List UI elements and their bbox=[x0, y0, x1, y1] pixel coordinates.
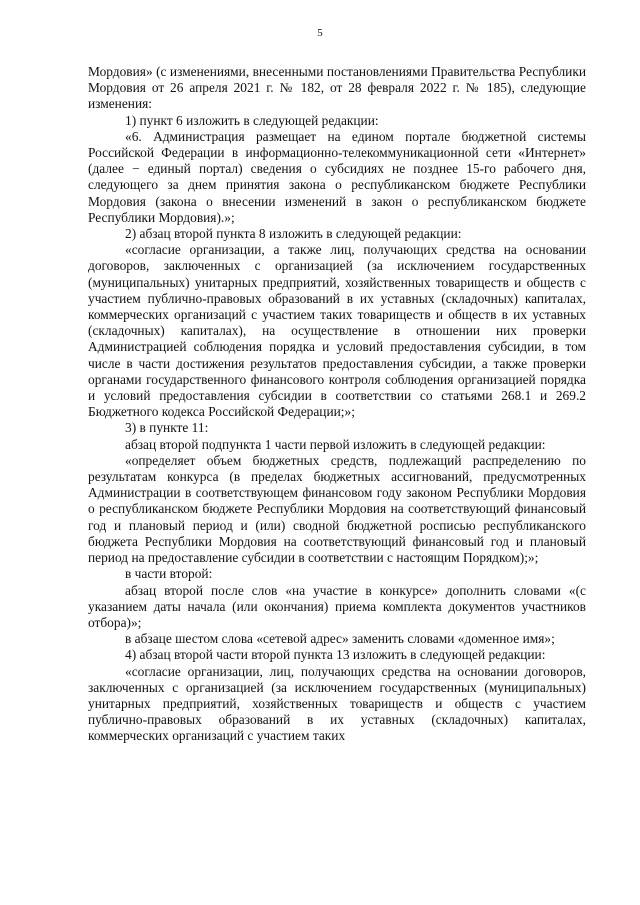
paragraph-subitem: абзац второй подпункта 1 части первой изложить в следующей редакции: bbox=[125, 436, 546, 452]
paragraph-quote-consent: «согласие организации, а также лиц, получающих средства на основании договоров, заключенных с организацией (за исключением государственных (муниципальных) унитарных предприятий, хозяйственных товариществ и обществ с участием публично-правовых образований в их уставных (складочных) капиталах, коммерческих организаций с участием таких товариществ и обществ в их уставных (складочных) капиталах), на осуществление в отношении них проверки Администрацией соблюдения порядка и условий предоставления субсидии, в том числе в части достижения результатов предоставления субсидии, а также проверки органами государственного финансового контроля соблюдения организацией порядка и условий предоставления субсидии в соответствии со статьями 268.1 и 269.2 Бюджетного кодекса Российской Федерации;»; bbox=[88, 242, 586, 420]
paragraph-intro: Мордовия» (с изменениями, внесенными постановлениями Правительства Республики Мордовия от 26 апреля 2021 г. № 182, от 28 февраля 2022 г. № 185), следующие изменения: bbox=[88, 64, 586, 112]
paragraph-item-3: 3) в пункте 11: bbox=[125, 420, 209, 436]
paragraph-part-two: в части второй: bbox=[125, 566, 213, 582]
paragraph-amend-second: абзац второй после слов «на участие в конкурсе» дополнить словами «(с указанием даты начала (или окончания) приема комплекта документов участников отбора)»; bbox=[88, 582, 586, 630]
paragraph-quote-consent-2: «согласие организации, лиц, получающих средства на основании договоров, заключенных с организацией (за исключением государственных (муниципальных) унитарных предприятий, хозяйственных товариществ и обществ с участием публично-правовых образований в их уставных (складочных) капиталах, коммерческих организаций с участием таких bbox=[88, 663, 586, 744]
page-number: 5 bbox=[317, 27, 323, 39]
paragraph-amend-sixth: в абзаце шестом слова «сетевой адрес» заменить словами «доменное имя»; bbox=[125, 631, 555, 647]
paragraph-item-4: 4) абзац второй части второй пункта 13 изложить в следующей редакции: bbox=[125, 647, 546, 663]
document-body bbox=[88, 64, 586, 745]
paragraph-item-1: 1) пункт 6 изложить в следующей редакции: bbox=[125, 112, 379, 128]
paragraph-item-2: 2) абзац второй пункта 8 изложить в следующей редакции: bbox=[125, 226, 462, 242]
paragraph-quote-budget: «определяет объем бюджетных средств, подлежащий распределению по результатам конкурса (в пределах бюджетных ассигнований, предусмотренных Администрации в соответствующем финансовом году законом Республики Мордовия о республиканском бюджете Республики Мордовия на соответствующий финансовый год и плановый период и (или) сводной бюджетной росписью республиканского бюджета Республики Мордовия на соответствующий финансовый год и плановый период на предоставление субсидии в соответствии с настоящим Порядком);»; bbox=[88, 452, 586, 566]
paragraph-quote-6: «6. Администрация размещает на едином портале бюджетной системы Российской Федерации в информационно-телекоммуникационной сети «Интернет» (далее − единый портал) сведения о субсидиях не позднее 15-го рабочего дня, следующего за днем принятия закона о республиканском бюджете Республики Мордовия (закона о внесении изменений в закон о республиканском бюджете Республики Мордовия).»; bbox=[88, 128, 586, 225]
